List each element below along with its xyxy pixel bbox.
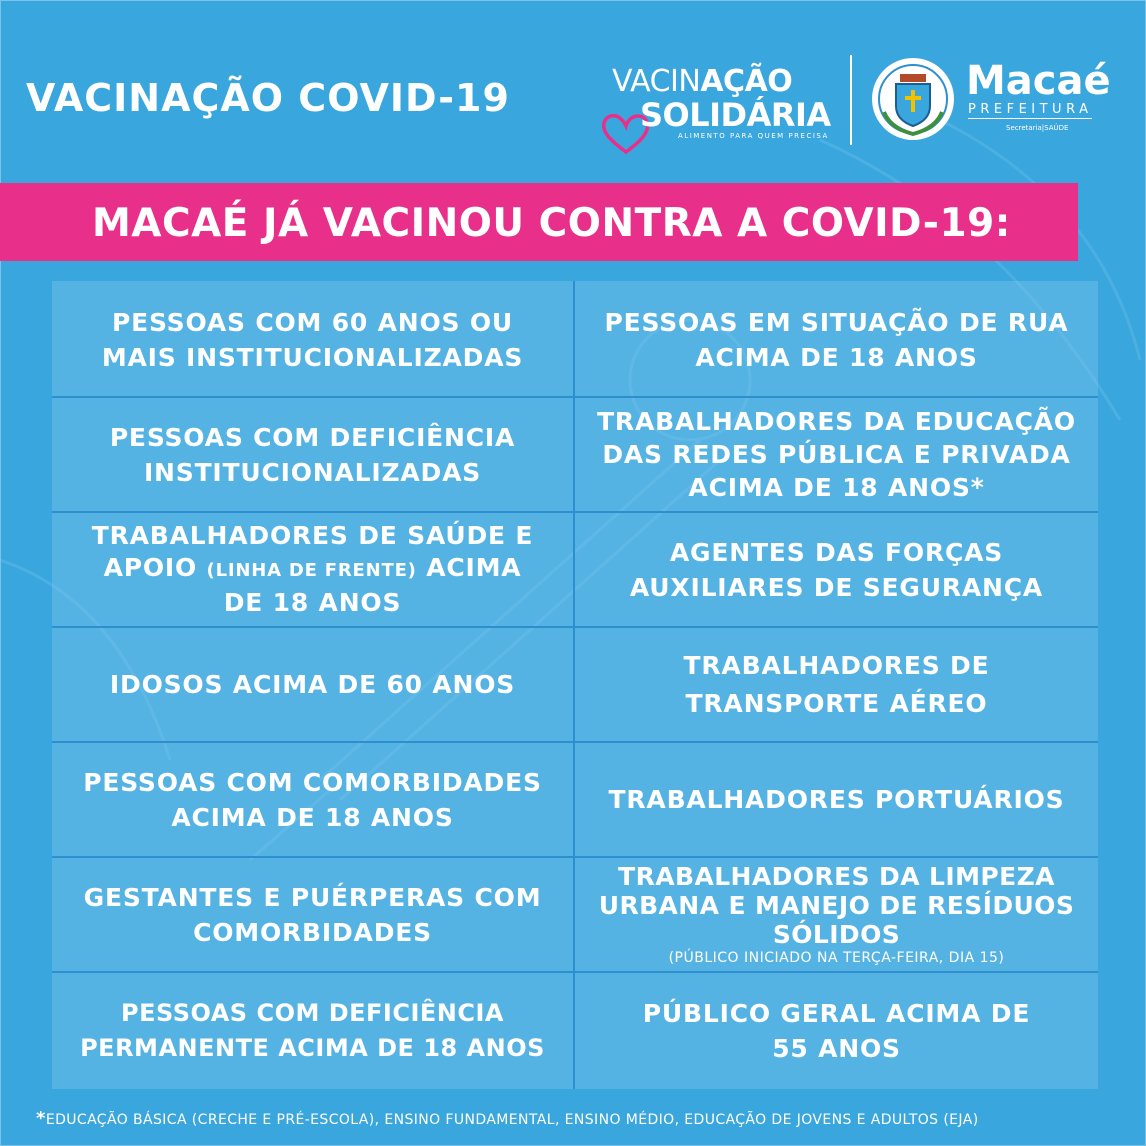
group-line bbox=[104, 552, 522, 587]
table-divider bbox=[573, 281, 575, 1089]
group-line: TRABALHADORES PORTUÁRIOS bbox=[608, 785, 1065, 814]
group-cell bbox=[575, 283, 1098, 396]
group-cell bbox=[52, 858, 573, 971]
logo-vac-line2: SOLIDÁRIA bbox=[640, 96, 831, 134]
table-divider bbox=[52, 626, 1098, 628]
logo-vac-line1-b: AÇÃO bbox=[700, 64, 793, 99]
logo-vac-line1-a: VACIN bbox=[612, 64, 701, 99]
table-divider bbox=[52, 741, 1098, 743]
group-line: ACIMA DE 18 ANOS bbox=[695, 342, 978, 372]
group-line: PERMANENTE ACIMA DE 18 ANOS bbox=[80, 1034, 545, 1062]
group-cell bbox=[52, 513, 573, 626]
group-line: TRANSPORTE AÉREO bbox=[685, 688, 988, 718]
group-line: DAS REDES PÚBLICA E PRIVADA bbox=[602, 440, 1071, 469]
banner-text: MACAÉ JÁ VACINOU CONTRA A COVID-19: bbox=[92, 201, 1011, 246]
banner bbox=[0, 183, 1078, 261]
group-cell bbox=[575, 398, 1098, 511]
table-divider bbox=[52, 971, 1098, 973]
group-cell bbox=[575, 973, 1098, 1089]
group-line: PESSOAS COM DEFICIÊNCIA bbox=[109, 422, 516, 452]
group-line: TRABALHADORES DA EDUCAÇÃO bbox=[597, 407, 1076, 436]
group-line: PESSOAS COM COMORBIDADES bbox=[83, 767, 542, 797]
group-line: PÚBLICO GERAL ACIMA DE bbox=[642, 999, 1031, 1028]
group-note: (PÚBLICO INICIADO NA TERÇA-FEIRA, DIA 15) bbox=[668, 950, 1005, 966]
group-line-part: (LINHA DE FRENTE) bbox=[206, 560, 417, 581]
group-line: TRABALHADORES DE SAÚDE E bbox=[91, 521, 534, 550]
macae-prefeitura: PREFEITURA bbox=[968, 102, 1093, 117]
footnote-star: * bbox=[36, 1108, 46, 1129]
group-line: TRABALHADORES DA LIMPEZA bbox=[618, 862, 1055, 891]
footnote bbox=[36, 1108, 979, 1129]
group-line: AUXILIARES DE SEGURANÇA bbox=[629, 572, 1044, 602]
group-line: AGENTES DAS FORÇAS bbox=[669, 537, 1004, 567]
group-line: PESSOAS EM SITUAÇÃO DE RUA bbox=[604, 307, 1069, 337]
group-line: URBANA E MANEJO DE RESÍDUOS bbox=[598, 891, 1075, 920]
logo-vac-line1 bbox=[612, 64, 792, 99]
table-divider bbox=[52, 396, 1098, 398]
group-cell bbox=[52, 628, 573, 741]
logo-vac-tagline: ALIMENTO PARA QUEM PRECISA bbox=[678, 132, 829, 140]
group-line: INSTITUCIONALIZADAS bbox=[143, 457, 482, 487]
group-line: MAIS INSTITUCIONALIZADAS bbox=[101, 342, 524, 372]
macae-secretaria: Secretaria|SAÚDE bbox=[1006, 124, 1069, 132]
group-cell bbox=[575, 628, 1098, 741]
group-cell bbox=[52, 398, 573, 511]
group-line-part: APOIO bbox=[103, 553, 207, 582]
group-cell bbox=[575, 858, 1098, 971]
group-line: COMORBIDADES bbox=[193, 917, 432, 947]
group-line: DE 18 ANOS bbox=[223, 588, 402, 617]
footnote-text: EDUCAÇÃO BÁSICA (CRECHE E PRÉ-ESCOLA), ENSINO FUNDAMENTAL, ENSINO MÉDIO, EDUCAÇÃO DE JOVENS E ADULTOS (EJA) bbox=[45, 1112, 979, 1128]
table-divider bbox=[52, 856, 1098, 858]
page-title: VACINAÇÃO COVID-19 bbox=[26, 76, 510, 120]
group-cell bbox=[575, 513, 1098, 626]
group-cell bbox=[575, 743, 1098, 856]
group-line: TRABALHADORES DE bbox=[683, 650, 990, 680]
city-seal-icon bbox=[870, 56, 956, 142]
group-cell bbox=[52, 743, 573, 856]
header-divider bbox=[850, 55, 852, 145]
table-divider bbox=[52, 511, 1098, 513]
group-line: SÓLIDOS bbox=[772, 920, 901, 949]
group-line-part: ACIMA bbox=[416, 553, 522, 582]
group-line: 55 ANOS bbox=[772, 1034, 901, 1063]
macae-prefeitura-logo bbox=[966, 58, 1116, 148]
group-cell bbox=[52, 973, 573, 1089]
macae-name: Macaé bbox=[966, 58, 1111, 104]
group-cell bbox=[52, 283, 573, 396]
group-line: ACIMA DE 18 ANOS bbox=[171, 802, 454, 832]
group-line: PESSOAS COM 60 ANOS OU bbox=[112, 307, 513, 337]
group-line: PESSOAS COM DEFICIÊNCIA bbox=[121, 999, 504, 1027]
vacinacao-solidaria-logo bbox=[600, 60, 840, 145]
group-line: GESTANTES E PUÉRPERAS COM bbox=[83, 882, 542, 912]
group-line: IDOSOS ACIMA DE 60 ANOS bbox=[109, 670, 516, 699]
group-line: ACIMA DE 18 ANOS* bbox=[688, 473, 985, 502]
